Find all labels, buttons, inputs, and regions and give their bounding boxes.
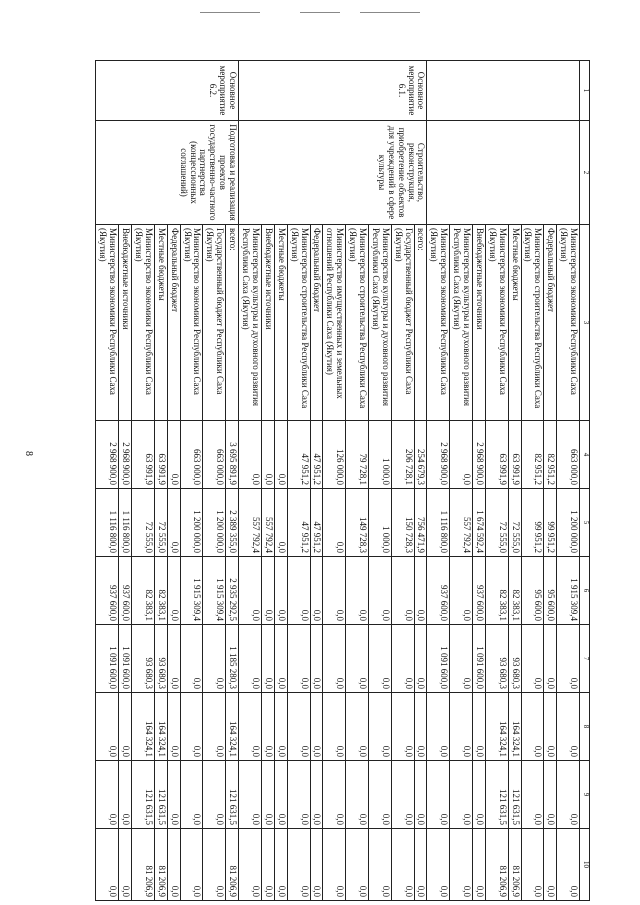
- value-cell: 0,0: [391, 829, 414, 901]
- value-cell: 0,0: [274, 625, 287, 693]
- value-cell: 93 680,3: [485, 625, 508, 693]
- value-cell: 121 631,5: [485, 761, 508, 829]
- col-number: 5: [580, 489, 590, 557]
- value-cell: 47 951,2: [310, 421, 323, 489]
- col-number: 2: [580, 121, 590, 225]
- funding-source-cell: Министерство культуры и духовного развития Республики Саха (Якутия): [368, 225, 391, 421]
- value-cell: 82 951,2: [521, 421, 544, 489]
- header-rule: [360, 12, 420, 13]
- value-cell: 1 000,0: [368, 421, 391, 489]
- value-cell: 3 695 891,9: [226, 421, 239, 489]
- value-cell: 150 728,3: [391, 489, 414, 557]
- value-cell: 0,0: [450, 557, 473, 625]
- value-cell: 1 185 280,3: [226, 625, 239, 693]
- value-cell: 81 206,9: [508, 829, 521, 901]
- value-cell: 1 000,0: [368, 489, 391, 557]
- value-cell: 0,0: [261, 625, 274, 693]
- funding-source-cell: Внебюджетные источники: [119, 225, 132, 421]
- value-cell: 0,0: [521, 829, 544, 901]
- value-cell: 0,0: [274, 761, 287, 829]
- funding-source-cell: Государственный бюджет Республики Саха (Якутия): [203, 225, 226, 421]
- value-cell: 0,0: [287, 625, 310, 693]
- value-cell: 149 728,3: [346, 489, 369, 557]
- value-cell: 1 915 309,4: [557, 557, 580, 625]
- value-cell: 63 991,9: [154, 421, 167, 489]
- funding-source-cell: Федеральный бюджет: [167, 225, 180, 421]
- value-cell: 0,0: [450, 693, 473, 761]
- value-cell: 0,0: [261, 829, 274, 901]
- value-cell: 0,0: [287, 693, 310, 761]
- value-cell: 0,0: [368, 693, 391, 761]
- value-cell: 0,0: [427, 829, 450, 901]
- value-cell: 0,0: [167, 625, 180, 693]
- value-cell: 0,0: [180, 829, 203, 901]
- value-cell: 164 324,1: [226, 693, 239, 761]
- value-cell: 0,0: [261, 693, 274, 761]
- value-cell: 0,0: [119, 829, 132, 901]
- value-cell: 0,0: [180, 761, 203, 829]
- value-cell: 0,0: [239, 421, 262, 489]
- value-cell: 79 728,1: [346, 421, 369, 489]
- value-cell: 0,0: [323, 625, 346, 693]
- value-cell: 2 389 355,0: [226, 489, 239, 557]
- value-cell: 0,0: [544, 829, 557, 901]
- funding-source-cell: Министерство экономики Республики Саха (Якутия): [427, 225, 450, 421]
- funding-source-cell: Внебюджетные источники: [472, 225, 485, 421]
- value-cell: 937 600,0: [472, 557, 485, 625]
- value-cell: 0,0: [414, 829, 427, 901]
- value-cell: 63 991,9: [132, 421, 155, 489]
- value-cell: 0,0: [391, 557, 414, 625]
- value-cell: 0,0: [427, 693, 450, 761]
- header-rule: [200, 12, 260, 13]
- value-cell: 0,0: [414, 693, 427, 761]
- value-cell: 47 951,2: [287, 489, 310, 557]
- table-row: [226, 61, 239, 901]
- value-cell: 0,0: [239, 693, 262, 761]
- value-cell: 0,0: [96, 761, 119, 829]
- value-cell: 82 383,1: [485, 557, 508, 625]
- col-number: 7: [580, 625, 590, 693]
- value-cell: 1 091 600,0: [119, 625, 132, 693]
- value-cell: 0,0: [203, 693, 226, 761]
- funding-source-cell: Министерство культуры и духовного развития Республики Саха (Якутия): [450, 225, 473, 421]
- value-cell: 99 951,2: [521, 489, 544, 557]
- measure-cell: Основное мероприятие 6.1.: [239, 61, 427, 121]
- page-number: 8: [23, 451, 34, 456]
- value-cell: 72 555,0: [132, 489, 155, 557]
- value-cell: 0,0: [472, 693, 485, 761]
- value-cell: 81 206,9: [154, 829, 167, 901]
- value-cell: 0,0: [544, 693, 557, 761]
- value-cell: 0,0: [323, 761, 346, 829]
- value-cell: 1 200 000,0: [180, 489, 203, 557]
- value-cell: 0,0: [167, 421, 180, 489]
- value-cell: 1 116 800,0: [96, 489, 119, 557]
- value-cell: 557 792,4: [261, 489, 274, 557]
- funding-source-cell: Министерство экономики Республики Саха (Якутия): [132, 225, 155, 421]
- value-cell: 663 000,0: [203, 421, 226, 489]
- value-cell: 0,0: [274, 421, 287, 489]
- funding-source-cell: Министерство экономики Республики Саха (Якутия): [180, 225, 203, 421]
- value-cell: 0,0: [261, 557, 274, 625]
- value-cell: 63 991,9: [485, 421, 508, 489]
- value-cell: 72 555,0: [508, 489, 521, 557]
- value-cell: 1 116 800,0: [427, 489, 450, 557]
- funding-source-cell: Местные бюджеты: [274, 225, 287, 421]
- value-cell: 0,0: [368, 625, 391, 693]
- value-cell: 0,0: [450, 761, 473, 829]
- value-cell: 0,0: [391, 761, 414, 829]
- value-cell: 1 116 800,0: [119, 489, 132, 557]
- value-cell: 0,0: [346, 829, 369, 901]
- funding-source-cell: Внебюджетные источники: [261, 225, 274, 421]
- value-cell: 0,0: [96, 829, 119, 901]
- funding-source-cell: Министерство экономики Республики Саха (Якутия): [557, 225, 580, 421]
- value-cell: 0,0: [427, 761, 450, 829]
- value-cell: 0,0: [180, 625, 203, 693]
- value-cell: 0,0: [239, 557, 262, 625]
- value-cell: 0,0: [323, 489, 346, 557]
- value-cell: 0,0: [414, 761, 427, 829]
- value-cell: 0,0: [167, 489, 180, 557]
- value-cell: 121 631,5: [226, 761, 239, 829]
- value-cell: 0,0: [323, 557, 346, 625]
- value-cell: 164 324,1: [132, 693, 155, 761]
- value-cell: 0,0: [450, 625, 473, 693]
- value-cell: 0,0: [544, 625, 557, 693]
- value-cell: 82 383,1: [132, 557, 155, 625]
- value-cell: 0,0: [167, 829, 180, 901]
- value-cell: 99 951,2: [544, 489, 557, 557]
- value-cell: 0,0: [287, 557, 310, 625]
- value-cell: 121 631,5: [508, 761, 521, 829]
- value-cell: 0,0: [323, 829, 346, 901]
- value-cell: 663 000,0: [180, 421, 203, 489]
- value-cell: 0,0: [261, 421, 274, 489]
- value-cell: 0,0: [346, 625, 369, 693]
- measure-name-cell: Подготовка и реализация проектов государственно-частного партнерства (концессионных соглашений): [96, 121, 239, 225]
- funding-source-cell: Министерство строительства Республики Саха (Якутия): [287, 225, 310, 421]
- value-cell: 0,0: [310, 625, 323, 693]
- value-cell: 0,0: [119, 693, 132, 761]
- funding-source-cell: Министерство экономики Республики Саха (Якутия): [485, 225, 508, 421]
- value-cell: 0,0: [239, 829, 262, 901]
- value-cell: 0,0: [544, 761, 557, 829]
- value-cell: 2 968 900,0: [427, 421, 450, 489]
- value-cell: 81 206,9: [485, 829, 508, 901]
- value-cell: 2 968 900,0: [96, 421, 119, 489]
- value-cell: 95 600,0: [544, 557, 557, 625]
- value-cell: 1 674 592,4: [472, 489, 485, 557]
- value-cell: 1 091 600,0: [472, 625, 485, 693]
- value-cell: 0,0: [203, 829, 226, 901]
- value-cell: 1 091 600,0: [96, 625, 119, 693]
- value-cell: 937 600,0: [427, 557, 450, 625]
- value-cell: 2 935 292,5: [226, 557, 239, 625]
- value-cell: 0,0: [287, 761, 310, 829]
- value-cell: 0,0: [203, 761, 226, 829]
- value-cell: 0,0: [450, 829, 473, 901]
- col-number: 1: [580, 61, 590, 121]
- value-cell: 164 324,1: [485, 693, 508, 761]
- funding-source-cell: Министерство экономики Республики Саха (Якутия): [96, 225, 119, 421]
- value-cell: 0,0: [203, 625, 226, 693]
- col-number: 3: [580, 225, 590, 421]
- header-rule: [300, 12, 340, 13]
- value-cell: 0,0: [414, 625, 427, 693]
- value-cell: 0,0: [368, 557, 391, 625]
- value-cell: 0,0: [274, 557, 287, 625]
- value-cell: 0,0: [310, 693, 323, 761]
- value-cell: 0,0: [119, 761, 132, 829]
- value-cell: 0,0: [557, 625, 580, 693]
- value-cell: 2 968 900,0: [472, 421, 485, 489]
- col-number: 8: [580, 693, 590, 761]
- value-cell: 0,0: [167, 761, 180, 829]
- budget-table: [95, 60, 590, 901]
- value-cell: 0,0: [261, 761, 274, 829]
- funding-source-cell: Министерство строительства Республики Саха (Якутия): [346, 225, 369, 421]
- rotated-table-wrapper: [60, 60, 590, 900]
- value-cell: 0,0: [323, 693, 346, 761]
- value-cell: 0,0: [557, 693, 580, 761]
- value-cell: 93 680,3: [132, 625, 155, 693]
- value-cell: 164 324,1: [508, 693, 521, 761]
- funding-source-cell: всего:: [414, 225, 427, 421]
- value-cell: 937 600,0: [96, 557, 119, 625]
- value-cell: 0,0: [167, 557, 180, 625]
- value-cell: 0,0: [310, 761, 323, 829]
- value-cell: 756 471,9: [414, 489, 427, 557]
- value-cell: 1 091 600,0: [427, 625, 450, 693]
- value-cell: 0,0: [310, 829, 323, 901]
- value-cell: 1 915 309,4: [180, 557, 203, 625]
- value-cell: 937 600,0: [119, 557, 132, 625]
- value-cell: 121 631,5: [132, 761, 155, 829]
- value-cell: 0,0: [274, 829, 287, 901]
- value-cell: 93 680,3: [508, 625, 521, 693]
- value-cell: 81 206,9: [226, 829, 239, 901]
- value-cell: 0,0: [414, 557, 427, 625]
- value-cell: 82 383,1: [154, 557, 167, 625]
- funding-source-cell: Федеральный бюджет: [310, 225, 323, 421]
- value-cell: 0,0: [368, 829, 391, 901]
- table-row: [414, 61, 427, 901]
- value-cell: 0,0: [472, 761, 485, 829]
- value-cell: 254 679,3: [414, 421, 427, 489]
- value-cell: 0,0: [239, 761, 262, 829]
- value-cell: 47 951,2: [310, 489, 323, 557]
- value-cell: 0,0: [368, 761, 391, 829]
- col-number: 4: [580, 421, 590, 489]
- funding-source-cell: Местные бюджеты: [508, 225, 521, 421]
- value-cell: 0,0: [346, 557, 369, 625]
- value-cell: 0,0: [521, 625, 544, 693]
- col-number: 6: [580, 557, 590, 625]
- measure-name-cell: [427, 121, 580, 225]
- col-number: 9: [580, 761, 590, 829]
- funding-source-cell: Министерство культуры и духовного развития Республики Саха (Якутия): [239, 225, 262, 421]
- value-cell: 0,0: [180, 693, 203, 761]
- value-cell: 0,0: [557, 829, 580, 901]
- value-cell: 63 991,9: [508, 421, 521, 489]
- funding-source-cell: Государственный бюджет Республики Саха (Якутия): [391, 225, 414, 421]
- table-body: [96, 61, 580, 901]
- value-cell: 0,0: [450, 421, 473, 489]
- measure-cell: [427, 61, 580, 121]
- value-cell: 72 555,0: [154, 489, 167, 557]
- value-cell: 663 000,0: [557, 421, 580, 489]
- column-number-row: [580, 61, 590, 901]
- value-cell: 0,0: [239, 625, 262, 693]
- measure-cell: Основное мероприятие 6.2.: [96, 61, 239, 121]
- value-cell: 72 555,0: [485, 489, 508, 557]
- value-cell: 0,0: [346, 761, 369, 829]
- value-cell: 93 680,3: [154, 625, 167, 693]
- value-cell: 47 951,2: [287, 421, 310, 489]
- value-cell: 81 206,9: [132, 829, 155, 901]
- value-cell: 0,0: [274, 489, 287, 557]
- value-cell: 95 600,0: [521, 557, 544, 625]
- value-cell: 1 200 000,0: [203, 489, 226, 557]
- funding-source-cell: Федеральный бюджет: [544, 225, 557, 421]
- value-cell: 0,0: [391, 693, 414, 761]
- value-cell: 164 324,1: [154, 693, 167, 761]
- col-number: 10: [580, 829, 590, 901]
- value-cell: 0,0: [274, 693, 287, 761]
- value-cell: 0,0: [521, 693, 544, 761]
- value-cell: 1 915 309,4: [203, 557, 226, 625]
- value-cell: 557 792,4: [450, 489, 473, 557]
- value-cell: 0,0: [346, 693, 369, 761]
- value-cell: 121 631,5: [154, 761, 167, 829]
- funding-source-cell: Местные бюджеты: [154, 225, 167, 421]
- value-cell: 557 792,4: [239, 489, 262, 557]
- measure-name-cell: Строительство, реконструкция, приобретение объектов для учреждений в сфере культуры: [239, 121, 427, 225]
- value-cell: 126 000,0: [323, 421, 346, 489]
- funding-source-cell: Министерство строительства Республики Саха (Якутия): [521, 225, 544, 421]
- value-cell: 0,0: [472, 829, 485, 901]
- value-cell: 82 951,2: [544, 421, 557, 489]
- value-cell: 0,0: [557, 761, 580, 829]
- value-cell: 82 383,1: [508, 557, 521, 625]
- value-cell: 0,0: [96, 693, 119, 761]
- funding-source-cell: всего:: [226, 225, 239, 421]
- value-cell: 0,0: [521, 761, 544, 829]
- table-row: [557, 61, 580, 901]
- value-cell: 2 968 900,0: [119, 421, 132, 489]
- value-cell: 0,0: [167, 693, 180, 761]
- value-cell: 0,0: [310, 557, 323, 625]
- value-cell: 0,0: [391, 625, 414, 693]
- value-cell: 206 728,1: [391, 421, 414, 489]
- funding-source-cell: Министерство имущественных и земельных отношений Республики Саха (Якутия): [323, 225, 346, 421]
- value-cell: 1 200 000,0: [557, 489, 580, 557]
- value-cell: 0,0: [287, 829, 310, 901]
